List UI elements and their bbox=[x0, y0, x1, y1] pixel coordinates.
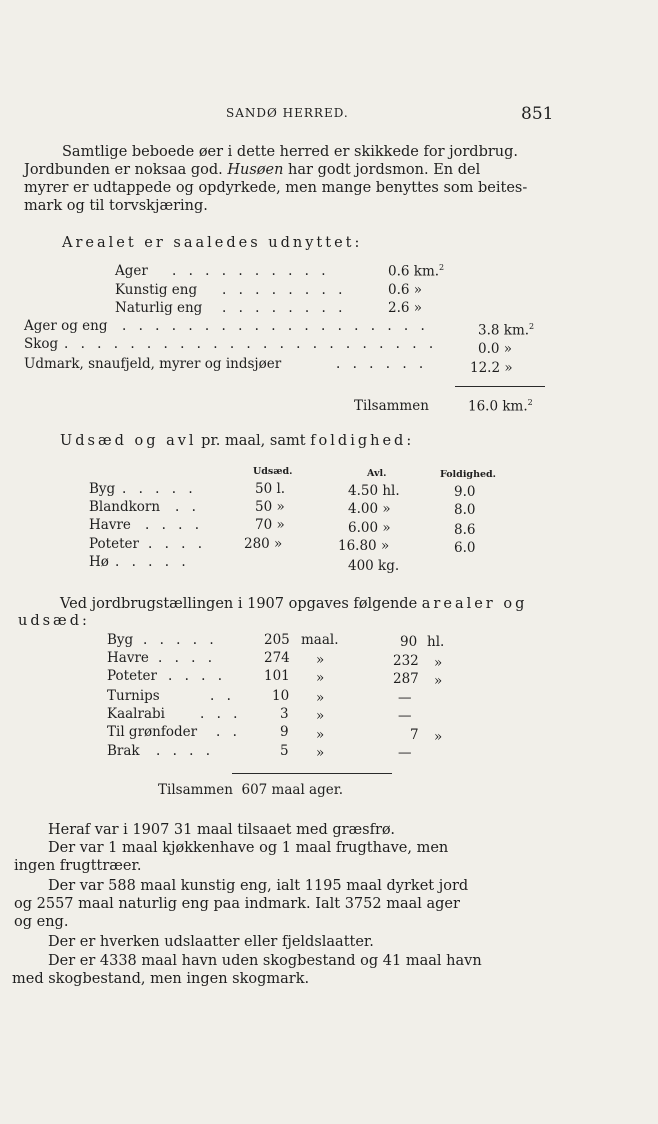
census-area: 3 bbox=[280, 706, 289, 722]
census-line-2: udsæd: bbox=[18, 613, 90, 629]
avl-value: 6.00 » bbox=[348, 520, 391, 536]
census-crop: Byg bbox=[107, 632, 134, 648]
census-area: 9 bbox=[280, 724, 289, 740]
areal-value: 12.2 » bbox=[470, 360, 513, 376]
dot-leader: . . . bbox=[200, 706, 242, 722]
running-header: SANDØ HERRED. bbox=[226, 106, 349, 120]
census-amount: — bbox=[398, 690, 412, 706]
census-crop: Kaalrabi bbox=[107, 706, 165, 722]
dot-leader: . . . . . . . . bbox=[222, 300, 347, 316]
fold-value: 8.6 bbox=[454, 522, 476, 538]
closing-line: ingen frugttræer. bbox=[14, 858, 142, 874]
dot-leader: . . . . . bbox=[122, 481, 197, 497]
census-amount-unit: hl. bbox=[427, 634, 445, 650]
fold-value: 6.0 bbox=[454, 540, 476, 556]
areal-label: Udmark, snaufjeld, myrer og indsjøer bbox=[24, 356, 282, 372]
dot-leader: . . . . . bbox=[143, 632, 218, 648]
census-area: 10 bbox=[272, 688, 290, 704]
dot-leader: . . . . . . bbox=[336, 356, 428, 372]
closing-line: Der er hverken udslaatter eller fjeldslaatter. bbox=[48, 934, 374, 950]
census-amount-unit: » bbox=[434, 673, 443, 689]
areal-sub-value: 2.6 » bbox=[388, 300, 423, 316]
dot-leader: . . . . . . . . . . . . . . . . . . . bbox=[122, 318, 429, 334]
areal-value: 3.8 km.$^2$ bbox=[478, 322, 535, 339]
census-crop: Poteter bbox=[107, 668, 157, 684]
udsaed-heading: Udsæd og avl pr. maal, samt foldighed: bbox=[60, 433, 415, 449]
census-amount: 287 bbox=[393, 671, 419, 687]
closing-line: Der var 588 maal kunstig eng, ialt 1195 maal dyrket jord bbox=[48, 878, 469, 894]
sum-rule bbox=[232, 773, 392, 774]
col-header-foldighed: Foldighed. bbox=[440, 469, 496, 480]
intro-line-2: Jordbunden er noksaa god. Husøen har godt jordsmon. En del bbox=[24, 162, 481, 178]
udsaed-value: 280 » bbox=[244, 536, 283, 552]
areal-sub-value: 0.6 km.$^2$ bbox=[388, 263, 445, 280]
census-amount: — bbox=[398, 708, 412, 724]
census-amount-unit: » bbox=[434, 729, 443, 745]
census-crop: Til grønfoder bbox=[107, 724, 198, 740]
census-line-1: Ved jordbrugstællingen i 1907 opgaves følgende arealer og bbox=[60, 596, 528, 612]
dot-leader: . . . . . . . . bbox=[222, 282, 347, 298]
udsaed-value: 70 » bbox=[255, 517, 285, 533]
census-unit: » bbox=[316, 670, 325, 686]
avl-value: 4.50 hl. bbox=[348, 483, 400, 499]
intro-line-3: myrer er udtappede og opdyrkede, men mange benyttes som beites- bbox=[24, 180, 528, 196]
census-unit: » bbox=[316, 708, 325, 724]
census-amount-unit: » bbox=[434, 655, 443, 671]
census-area: 205 bbox=[264, 632, 290, 648]
census-crop: Brak bbox=[107, 743, 140, 759]
dot-leader: . . . . bbox=[148, 536, 207, 552]
crop-label: Byg bbox=[89, 481, 116, 497]
census-unit: » bbox=[316, 745, 325, 761]
intro-line-4: mark og til torvskjæring. bbox=[24, 198, 208, 214]
closing-line: Der var 1 maal kjøkkenhave og 1 maal frugthave, men bbox=[48, 840, 449, 856]
closing-line: og eng. bbox=[14, 914, 69, 930]
dot-leader: . . bbox=[216, 724, 241, 740]
sum-rule bbox=[455, 386, 545, 387]
dot-leader: . . . . bbox=[168, 668, 227, 684]
closing-line: Der er 4338 maal havn uden skogbestand og 41 maal havn bbox=[48, 953, 482, 969]
avl-value: 16.80 » bbox=[338, 538, 390, 554]
areal-value: 0.0 » bbox=[478, 341, 513, 357]
closing-line: med skogbestand, men ingen skogmark. bbox=[12, 971, 310, 987]
areal-label: Ager og eng bbox=[24, 318, 108, 334]
census-unit: » bbox=[316, 652, 325, 668]
crop-label: Hø bbox=[89, 554, 109, 570]
areal-sub-label: Naturlig eng bbox=[115, 300, 203, 316]
census-total: Tilsammen 607 maal ager. bbox=[158, 782, 343, 798]
dot-leader: . . . . . . . . . . . . . . . . . . . . . . . bbox=[64, 336, 438, 352]
italic-place-name: Husøen bbox=[227, 162, 284, 178]
census-area: 5 bbox=[280, 743, 289, 759]
udsaed-value: 50 » bbox=[255, 499, 285, 515]
avl-value: 4.00 » bbox=[348, 501, 391, 517]
col-header-avl: Avl. bbox=[367, 468, 387, 479]
dot-leader: . . . . . bbox=[115, 554, 190, 570]
census-crop: Havre bbox=[107, 650, 149, 666]
census-unit: » bbox=[316, 727, 325, 743]
dot-leader: . . . . bbox=[156, 743, 215, 759]
census-unit: » bbox=[316, 690, 325, 706]
intro-line-1: Samtlige beboede øer i dette herred er skikkede for jordbrug. bbox=[62, 144, 519, 160]
udsaed-value: 50 l. bbox=[255, 481, 286, 497]
areal-sub-label: Kunstig eng bbox=[115, 282, 198, 298]
census-amount: 7 bbox=[410, 727, 419, 743]
avl-value: 400 kg. bbox=[348, 558, 400, 574]
areal-heading: Arealet er saaledes udnyttet: bbox=[62, 235, 363, 251]
crop-label: Poteter bbox=[89, 536, 139, 552]
dot-leader: . . . . bbox=[158, 650, 217, 666]
census-crop: Turnips bbox=[107, 688, 160, 704]
areal-total-value: 16.0 km.$^2$ bbox=[468, 398, 533, 415]
dot-leader: . . . . bbox=[145, 517, 204, 533]
dot-leader: . . . . . . . . . . bbox=[172, 263, 330, 279]
page-number: 851 bbox=[521, 104, 554, 124]
closing-line: og 2557 maal naturlig eng paa indmark. Ialt 3752 maal ager bbox=[14, 896, 460, 912]
areal-label: Skog bbox=[24, 336, 59, 352]
census-area: 274 bbox=[264, 650, 290, 666]
fold-value: 8.0 bbox=[454, 502, 476, 518]
fold-value: 9.0 bbox=[454, 484, 476, 500]
areal-total-label: Tilsammen bbox=[354, 398, 429, 414]
census-amount: 90 bbox=[400, 634, 418, 650]
dot-leader: . . bbox=[175, 499, 200, 515]
census-amount: — bbox=[398, 745, 412, 761]
areal-sub-value: 0.6 » bbox=[388, 282, 423, 298]
closing-line: Heraf var i 1907 31 maal tilsaaet med græsfrø. bbox=[48, 822, 395, 838]
census-area: 101 bbox=[264, 668, 290, 684]
col-header-udsaed: Udsæd. bbox=[253, 466, 293, 477]
census-unit: maal. bbox=[301, 632, 339, 648]
areal-sub-label: Ager bbox=[115, 263, 148, 279]
dot-leader: . . bbox=[210, 688, 235, 704]
census-amount: 232 bbox=[393, 653, 419, 669]
crop-label: Blandkorn bbox=[89, 499, 161, 515]
crop-label: Havre bbox=[89, 517, 131, 533]
